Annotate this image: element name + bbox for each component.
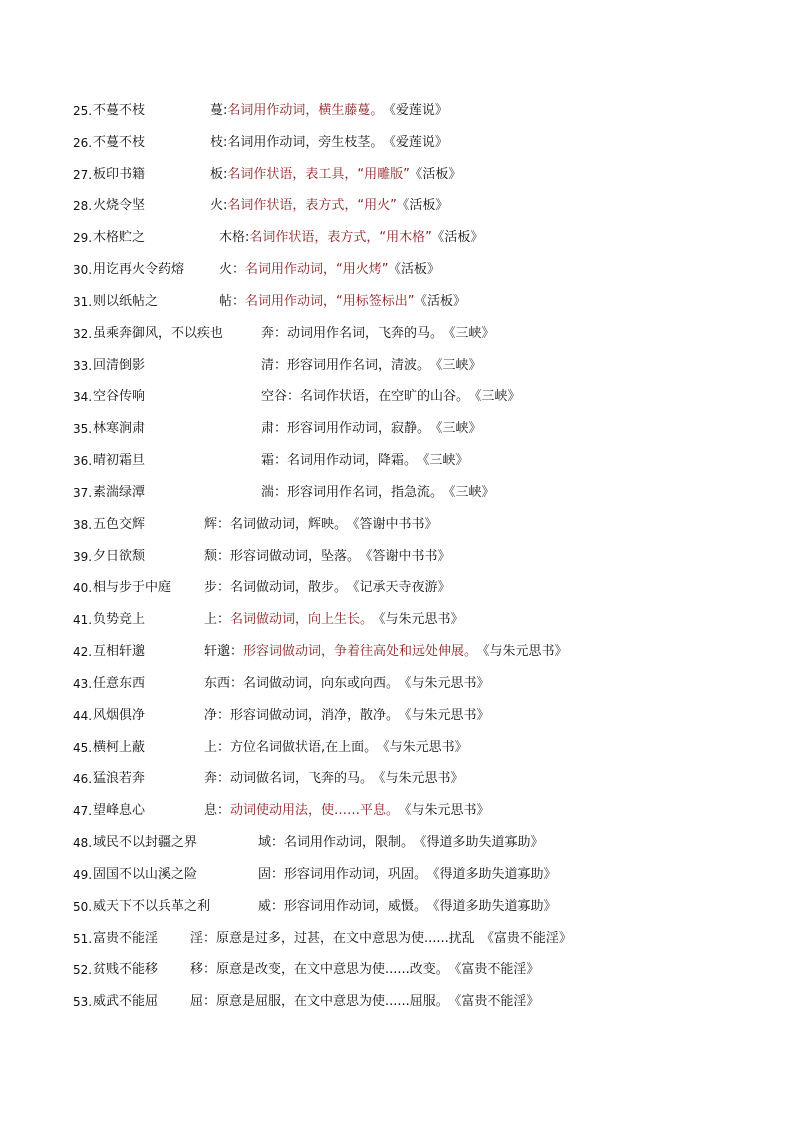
entry-description: 名词用作动词，横生藤蔓。 [227, 103, 384, 118]
entry-phrase: 晴初霜旦 [93, 453, 146, 469]
entry-source: 《与朱元思书》 [379, 612, 464, 628]
entry-phrase: 横柯上蔽 [93, 739, 146, 755]
entry-description: 名词用作动词，“用标签标出” [245, 293, 415, 309]
entry-word: 威： [258, 898, 285, 914]
entry-source: 《与朱元思书》 [405, 675, 490, 691]
entry-number: 31. [73, 294, 93, 309]
entry-word: 火： [219, 262, 246, 278]
entry-explanation [210, 194, 448, 218]
entry-description: 名词用作动词，“用火烤” [245, 262, 389, 278]
entry-phrase: 域民不以封疆之界 [93, 835, 198, 851]
entry-source: 《富贵不能淫》 [480, 930, 572, 946]
entry-source: 《活板》 [437, 230, 484, 246]
entry-description: 名词用作动词，降霜。 [287, 453, 418, 469]
entry-word: 辉： [204, 516, 231, 532]
entry-phrase: 任意东西 [93, 675, 146, 691]
entry-word: 东西： [204, 675, 244, 691]
entry-word: 奔： [204, 771, 231, 787]
entry-row [73, 672, 773, 704]
entry-number: 43. [73, 676, 93, 691]
entry-explanation [210, 163, 461, 187]
entry-source: 《富贵不能淫》 [454, 994, 540, 1010]
entry-description: 原意是过多，过甚，在文中意思为使......扰乱 [216, 930, 475, 946]
entry-word: 空谷： [261, 389, 301, 405]
entry-phrase: 互相轩邈 [93, 644, 146, 660]
entry-explanation [261, 385, 521, 409]
entry-source: 《与朱元思书》 [405, 803, 490, 819]
entry-explanation [219, 226, 483, 250]
entry-number: 52. [73, 963, 93, 978]
entry-phrase: 板印书籍 [93, 166, 146, 182]
entry-description: 名词做动词，向东或向西。 [243, 675, 400, 691]
entry-phrase: 贫贱不能移 [93, 962, 159, 978]
entry-number: 25. [73, 104, 93, 118]
entry-row [73, 417, 773, 449]
entry-phrase: 火烧令坚 [93, 198, 146, 214]
entry-phrase: 猛浪若奔 [93, 771, 146, 787]
entry-explanation [204, 736, 468, 760]
entry-row [73, 767, 773, 799]
entry-row [73, 322, 773, 354]
entry-explanation [190, 958, 539, 982]
entry-row [73, 704, 773, 736]
entry-number: 51. [73, 931, 93, 946]
entry-description: 名词做动词，向上生长。 [230, 612, 374, 628]
entry-number: 44. [73, 708, 93, 723]
entry-explanation [261, 354, 482, 378]
entry-explanation [190, 990, 539, 1014]
entry-description: 名词用作动词，旁生枝茎。 [227, 134, 384, 150]
entry-explanation [210, 99, 448, 123]
entry-word: 帖： [219, 293, 246, 309]
entry-phrase: 夕日欲颓 [93, 548, 146, 564]
entry-description: 形容词用作动词，巩固。 [284, 866, 428, 882]
entry-row [73, 895, 773, 927]
entry-word: 蔓: [210, 103, 228, 118]
entry-number: 48. [73, 836, 93, 851]
entry-phrase: 负势竞上 [93, 612, 146, 628]
entry-source: 《三峡》 [436, 421, 482, 437]
entry-source: 《三峡》 [449, 325, 495, 341]
entry-word: 奔： [261, 325, 288, 341]
entry-explanation [204, 799, 490, 823]
entry-description: 名词作状语，表方式，“用火” [227, 198, 397, 214]
entry-row [73, 513, 773, 545]
entry-number: 42. [73, 645, 93, 660]
entry-source: 《活板》 [415, 166, 462, 182]
entry-explanation [210, 131, 448, 155]
entry-phrase: 富贵不能淫 [93, 930, 159, 946]
entry-word: 枝: [210, 134, 228, 150]
entry-word: 上： [204, 612, 231, 628]
entry-phrase: 望峰息心 [93, 803, 146, 819]
entry-description: 形容词用作名词，清波。 [287, 357, 431, 373]
entry-number: 50. [73, 899, 93, 914]
entry-source: 《三峡》 [475, 389, 521, 405]
entry-explanation [204, 640, 568, 664]
entry-explanation [219, 290, 466, 314]
entry-row [73, 481, 773, 513]
entry-phrase: 虽乘奔御风，不以疾也 [93, 325, 224, 341]
entry-phrase: 威武不能屈 [93, 994, 159, 1010]
entry-explanation [204, 608, 464, 632]
entry-word: 清： [261, 357, 288, 373]
entry-description: 方位名词做状语,在上面。 [230, 739, 378, 755]
entry-number: 47. [73, 804, 93, 819]
entry-source: 《富贵不能淫》 [454, 962, 540, 978]
entry-phrase: 则以纸帖之 [93, 293, 159, 309]
entry-description: 名词作状语，表工具，“用雕版” [227, 166, 410, 182]
entry-number: 26. [73, 135, 93, 150]
entry-source: 《答谢中书书》 [353, 516, 438, 532]
entry-explanation [204, 576, 451, 600]
entry-source: 《得道多助失道寡助》 [433, 866, 557, 882]
entry-number: 41. [73, 613, 93, 628]
entry-phrase: 素湍绿潭 [93, 484, 146, 500]
entry-source: 《与朱元思书》 [405, 707, 490, 723]
entry-description: 动词做名词，飞奔的马。 [230, 771, 374, 787]
entry-explanation [258, 895, 557, 919]
entry-phrase: 威天下不以兵革之利 [93, 898, 211, 914]
entry-number: 27. [73, 167, 93, 182]
entry-word: 域： [258, 835, 285, 851]
entry-explanation [258, 863, 557, 887]
entry-word: 霜： [261, 453, 288, 469]
entry-word: 颓： [204, 548, 231, 564]
entry-row [73, 799, 773, 831]
entry-description: 名词做动词，辉映。 [230, 516, 348, 532]
entry-word: 火: [210, 198, 228, 214]
entry-row [73, 226, 773, 258]
entry-word: 木格: [219, 230, 250, 246]
entry-word: 屈： [190, 994, 217, 1010]
entry-row [73, 958, 773, 990]
entry-row [73, 131, 773, 163]
entry-number: 34. [73, 390, 93, 405]
entry-explanation [190, 927, 572, 951]
entry-description: 原意是改变，在文中意思为使......改变。 [216, 962, 449, 978]
entry-phrase: 五色交辉 [93, 516, 146, 532]
entry-source: 《得道多助失道寡助》 [433, 898, 557, 914]
entry-number: 37. [73, 485, 93, 500]
entry-description: 形容词用作名词，指急流。 [287, 484, 444, 500]
entry-row [73, 736, 773, 768]
entry-explanation [261, 322, 495, 346]
entry-description: 形容词做动词，争着往高处和远处伸展。 [243, 644, 478, 660]
entry-phrase: 林寒涧肃 [93, 421, 146, 437]
entry-word: 湍： [261, 484, 288, 500]
entry-number: 39. [73, 549, 93, 564]
entry-explanation [204, 545, 451, 569]
entry-phrase: 不蔓不枝 [93, 103, 146, 118]
entry-word: 板: [210, 166, 228, 182]
entry-description: 形容词用作动词，寂静。 [287, 421, 431, 437]
entry-explanation [261, 417, 482, 441]
entry-description: 动词使动用法，使……平息。 [230, 803, 400, 819]
entry-description: 名词作状语，表方式，“用木格” [249, 230, 432, 246]
entry-row [73, 194, 773, 226]
entry-source: 《活板》 [420, 293, 467, 309]
entry-row [73, 576, 773, 608]
entry-number: 49. [73, 867, 93, 882]
entry-description: 原意是屈服，在文中意思为使......屈服。 [216, 994, 449, 1010]
entry-word: 净： [204, 707, 231, 723]
entry-word: 淫： [190, 930, 217, 946]
entry-row [73, 863, 773, 895]
entry-source: 《三峡》 [436, 357, 482, 373]
entry-row [73, 990, 773, 1022]
entry-number: 46. [73, 772, 93, 787]
entry-word: 步： [204, 580, 231, 596]
entry-source: 《三峡》 [423, 453, 469, 469]
entry-list [73, 99, 773, 1022]
entry-source: 《爱莲说》 [389, 103, 448, 118]
entry-word: 上： [204, 739, 231, 755]
entry-explanation [204, 767, 464, 791]
entry-explanation [204, 672, 490, 696]
entry-row [73, 354, 773, 386]
entry-phrase: 不蔓不枝 [93, 134, 146, 150]
entry-source: 《活板》 [394, 262, 441, 278]
entry-phrase: 固国不以山溪之险 [93, 866, 198, 882]
entry-phrase: 回清倒影 [93, 357, 146, 373]
entry-source: 《记承天寺夜游》 [353, 580, 451, 596]
entry-description: 形容词用作动词，威慑。 [284, 898, 428, 914]
entry-row [73, 640, 773, 672]
entry-word: 移： [190, 962, 217, 978]
entry-description: 形容词做动词，坠落。 [230, 548, 361, 564]
entry-row [73, 545, 773, 577]
entry-number: 33. [73, 358, 93, 373]
entry-explanation [258, 831, 544, 855]
entry-source: 《三峡》 [449, 484, 495, 500]
entry-explanation [219, 258, 440, 282]
entry-row [73, 927, 773, 959]
entry-row [73, 449, 773, 481]
entry-number: 30. [73, 263, 93, 278]
entry-phrase: 相与步于中庭 [93, 580, 172, 596]
entry-source: 《答谢中书书》 [366, 548, 451, 564]
entry-description: 名词用作动词，限制。 [284, 835, 415, 851]
entry-description: 名词做动词，散步。 [230, 580, 348, 596]
entry-source: 《活板》 [402, 198, 449, 214]
entry-source: 《与朱元思书》 [483, 644, 568, 660]
entry-word: 固： [258, 866, 285, 882]
entry-word: 轩邈： [204, 644, 244, 660]
entry-number: 38. [73, 517, 93, 532]
entry-source: 《与朱元思书》 [383, 739, 468, 755]
entry-row [73, 385, 773, 417]
entry-word: 肃： [261, 421, 288, 437]
entry-number: 28. [73, 199, 93, 214]
entry-explanation [261, 449, 469, 473]
entry-phrase: 空谷传响 [93, 389, 146, 405]
entry-number: 32. [73, 326, 93, 341]
entry-word: 息： [204, 803, 231, 819]
entry-row [73, 163, 773, 195]
entry-phrase: 用讫再火令药熔 [93, 262, 185, 278]
entry-explanation [261, 481, 495, 505]
entry-source: 《爱莲说》 [389, 134, 448, 150]
entry-source: 《得道多助失道寡助》 [420, 835, 544, 851]
entry-row [73, 831, 773, 863]
entry-row [73, 290, 773, 322]
entry-phrase: 风烟俱净 [93, 707, 146, 723]
entry-number: 36. [73, 454, 93, 469]
entry-description: 形容词做动词，消净，散净。 [230, 707, 400, 723]
entry-row [73, 99, 773, 131]
entry-row [73, 258, 773, 290]
entry-number: 40. [73, 581, 93, 596]
entry-number: 35. [73, 422, 93, 437]
entry-description: 动词用作名词，飞奔的马。 [287, 325, 444, 341]
entry-explanation [204, 513, 438, 537]
entry-row [73, 608, 773, 640]
entry-explanation [204, 704, 490, 728]
entry-source: 《与朱元思书》 [379, 771, 464, 787]
entry-number: 45. [73, 740, 93, 755]
entry-number: 29. [73, 231, 93, 246]
entry-description: 名词作状语，在空旷的山谷。 [300, 389, 470, 405]
entry-phrase: 木格贮之 [93, 230, 146, 246]
entry-number: 53. [73, 995, 93, 1010]
